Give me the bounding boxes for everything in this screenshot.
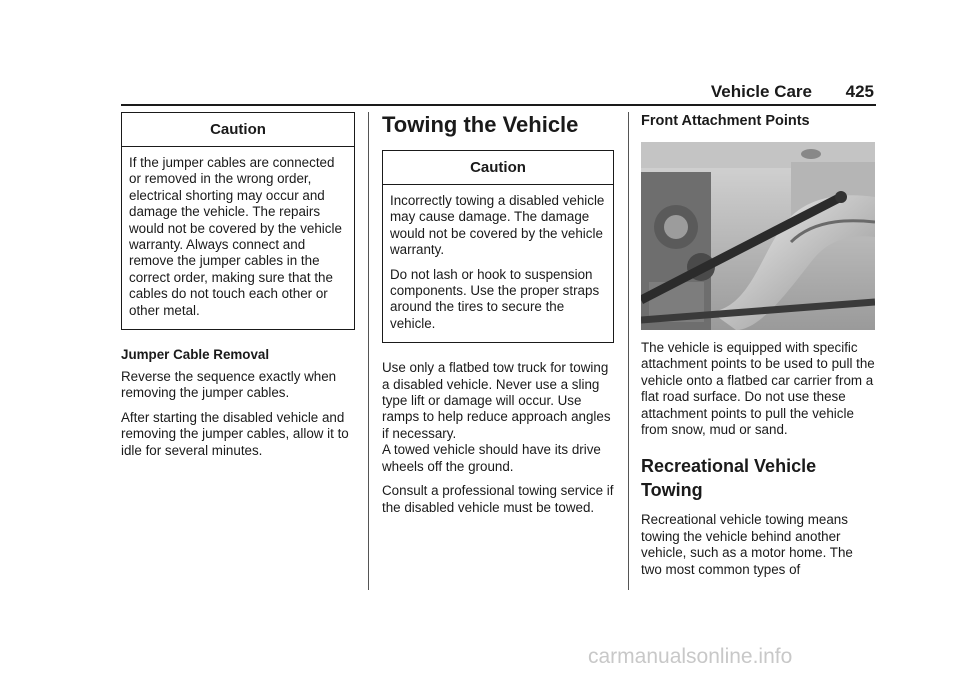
section-title: Vehicle Care: [710, 82, 812, 101]
caution-box: [121, 112, 355, 330]
watermark: carmanualsonline.info: [588, 645, 793, 668]
paragraph: Reverse the sequence exactly when removing the jumper cables.: [121, 369, 337, 401]
caution-text: Do not lash or hook to suspension components. Use the proper straps around the tires to secure the vehicle.: [390, 266, 600, 331]
heading-towing-the-vehicle: Towing the Vehicle: [382, 112, 579, 137]
page-number: 425: [845, 82, 874, 101]
attachment-points-photo: [641, 142, 875, 330]
column-middle: [382, 112, 614, 524]
paragraph: The vehicle is equipped with specific attachment points to be used to pull the vehicle onto a flatbed car carrier from a flat road surface. Do not use these attachment points to pull the vehicle from snow, mud or sand.: [641, 340, 875, 438]
paragraph: Use only a flatbed tow truck for towing a disabled vehicle. Never use a sling type lift or damage will occur. Use ramps to help reduce approach angles if necessary. A towed vehicle should have its drive wheels off the ground.: [382, 360, 611, 474]
column-divider: [368, 112, 369, 590]
heading-front-attachment-points: Front Attachment Points: [641, 113, 810, 129]
heading-recreational-vehicle-towing: Recreational Vehicle Towing: [641, 456, 817, 501]
paragraph: Consult a professional towing service if the disabled vehicle must be towed.: [382, 483, 614, 515]
column-divider: [628, 112, 629, 590]
paragraph: Recreational vehicle towing means towing the vehicle behind another vehicle, such as a motor home. The two most common types of: [641, 512, 853, 577]
caution-box: [382, 150, 614, 343]
column-left: [121, 112, 355, 467]
subheading-jumper-cable-removal: Jumper Cable Removal: [121, 347, 270, 363]
column-right: [641, 112, 877, 586]
caution-text: Incorrectly towing a disabled vehicle may cause damage. The damage would not be covered by the vehicle warranty.: [390, 193, 605, 258]
paragraph: After starting the disabled vehicle and removing the jumper cables, allow it to idle for several minutes.: [121, 409, 349, 458]
page-header: [121, 82, 876, 106]
caution-text: If the jumper cables are connected or removed in the wrong order, electrical shorting may occur and damage the vehicle. The repairs would not be covered by the vehicle warranty. Always connect and remove the jumper cables in the correct order, making sure that the cables do not touch each other or other metal.: [129, 155, 342, 318]
caution-title: Caution: [122, 113, 354, 147]
caution-title: Caution: [383, 151, 613, 185]
